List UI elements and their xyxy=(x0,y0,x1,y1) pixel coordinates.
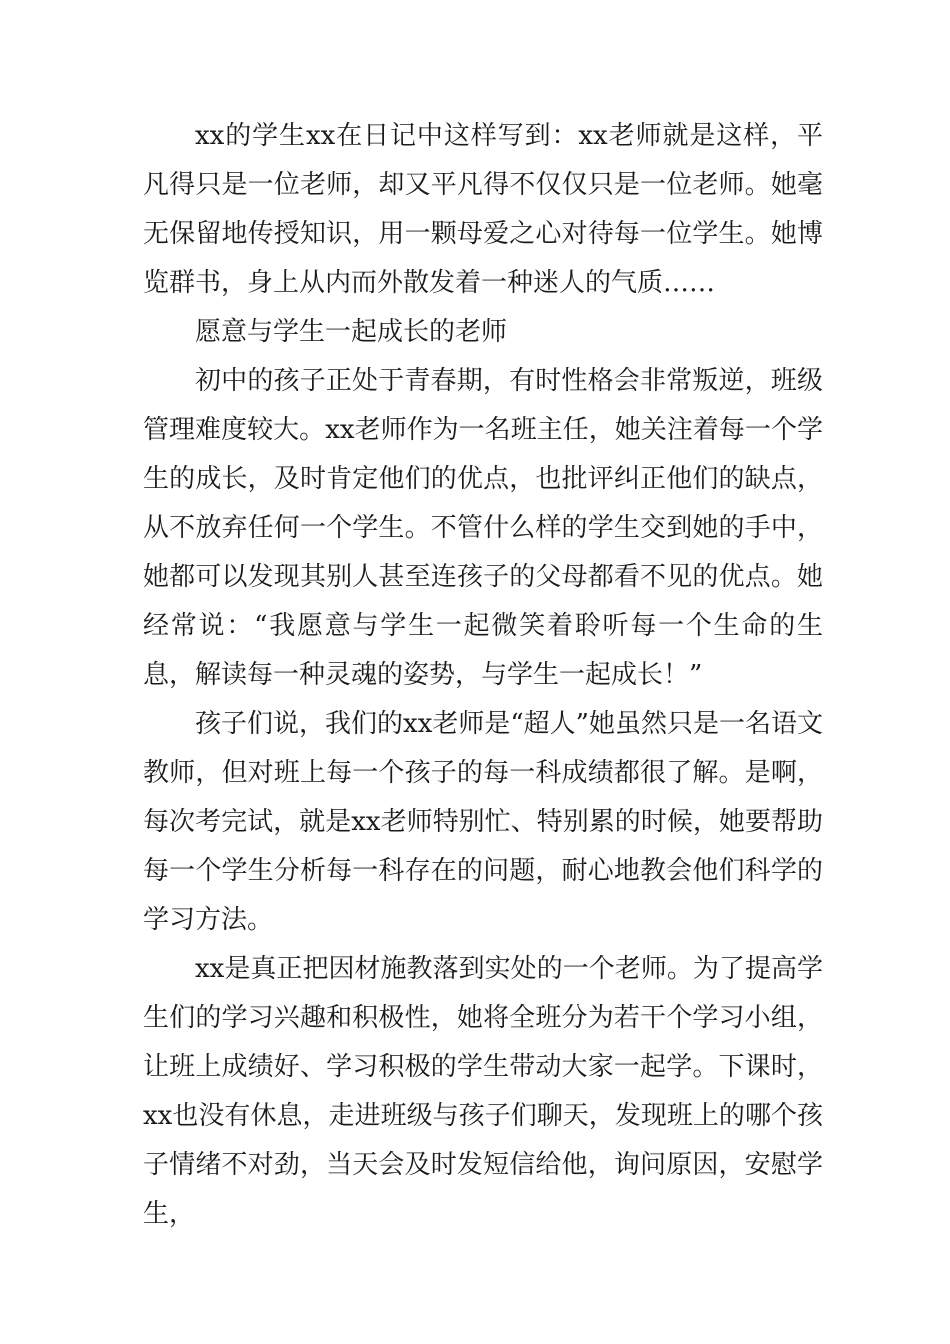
paragraph-diary-quote: xx的学生xx在日记中这样写到：xx老师就是这样，平凡得只是一位老师，却又平凡得不仅仅只是一位老师。她毫无保留地传授知识，用一颗母爱之心对待每一位学生。她博览群书，身上从内而外散发着一种迷人的气质…… xyxy=(143,121,823,298)
paragraph-individualized-teaching: xx是真正把因材施教落到实处的一个老师。为了提高学生们的学习兴趣和积极性，她将全班分为若干个学习小组，让班上成绩好、学习积极的学生带动大家一起学。下课时，xx也没有休息，走进班级与孩子们聊天，发现班上的哪个孩子情绪不对劲，当天会及时发短信给他，询问原因，安慰学生， xyxy=(143,954,823,1229)
paragraph-superman-teacher: 孩子们说，我们的xx老师是“超人”她虽然只是一名语文教师，但对班上每一个孩子的每一科成绩都很了解。是啊，每次考完试，就是xx老师特别忙、特别累的时候，她要帮助每一个学生分析每一科存在的问题，耐心地教会他们科学的学习方法。 xyxy=(143,709,823,935)
document-body xyxy=(143,112,823,1239)
section-heading: 愿意与学生一起成长的老师 xyxy=(195,317,508,347)
paragraph-class-management: 初中的孩子正处于青春期，有时性格会非常叛逆，班级管理难度较大。xx老师作为一名班主任，她关注着每一个学生的成长，及时肯定他们的优点，也批评纠正他们的缺点，从不放弃任何一个学生。不管什么样的学生交到她的手中，她都可以发现其别人甚至连孩子的父母都看不见的优点。她经常说：“我愿意与学生一起微笑着聆听每一个生命的生息，解读每一种灵魂的姿势，与学生一起成长！” xyxy=(143,366,823,690)
